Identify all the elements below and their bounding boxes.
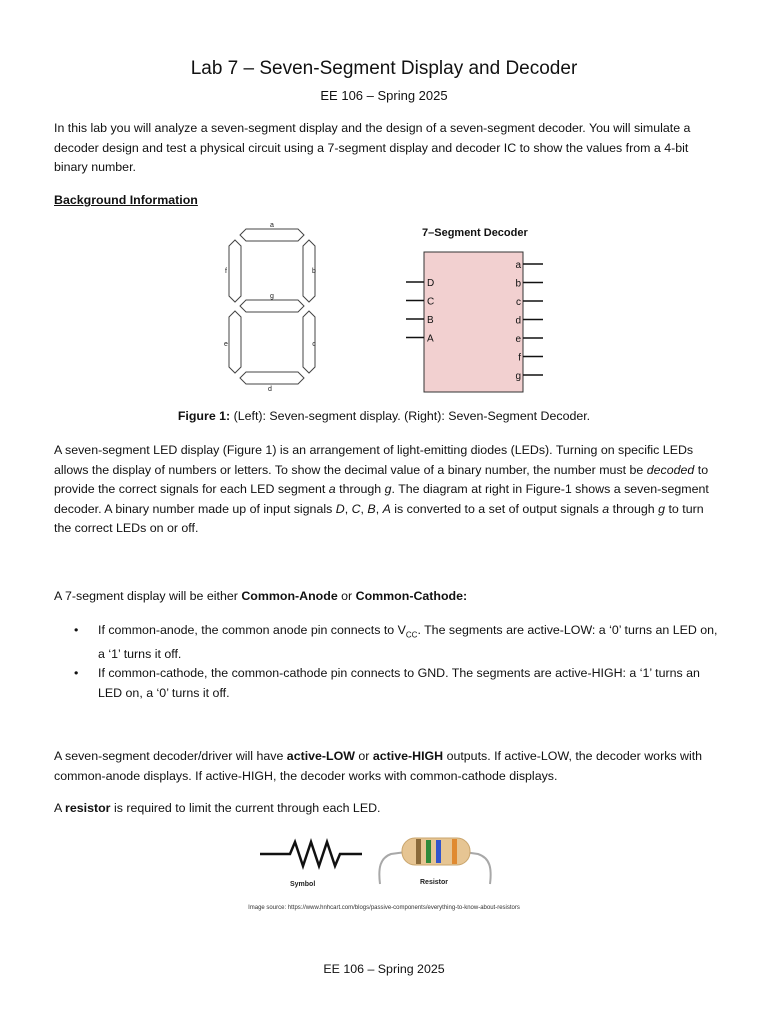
label-d: d	[268, 386, 272, 393]
text-run: through	[335, 482, 385, 496]
page-title: Lab 7 – Seven-Segment Display and Decoder	[190, 58, 578, 79]
text-run: g	[658, 501, 666, 516]
page-subtitle: EE 106 – Spring 2025	[320, 88, 448, 103]
list-item	[74, 664, 718, 703]
led-paragraph	[54, 441, 716, 539]
caption-label: Figure 1:	[177, 409, 231, 423]
seven-segment-decoder-figure	[402, 220, 552, 400]
input-label-c: C	[427, 296, 435, 308]
text-run: A seven-segment LED display (Figure 1) is an arrangement of light-emitting diodes (LEDs). Turning on specific LEDs allows the display of numbers or letters. To show the decimal value of a binary number, the number must be	[54, 443, 694, 477]
text-run: to provide the correct signals for each LED segment	[54, 462, 709, 496]
bullet-icon: •	[74, 666, 79, 681]
output-label-g: g	[515, 371, 521, 382]
decoder-driver-paragraph	[54, 747, 716, 786]
text-run: through	[609, 501, 659, 516]
text-run: ,	[375, 501, 383, 516]
symbol-label: Symbol	[290, 881, 316, 888]
text-run: Common-Cathode:	[355, 589, 468, 603]
text-run: A 7-segment display will be either	[54, 589, 242, 603]
text-run: or	[354, 749, 373, 763]
text-run: active-LOW	[286, 749, 355, 763]
output-label-e: e	[515, 334, 521, 345]
text-run: . The segments are active-LOW: a ‘0’ turns an LED on, a ‘1’ turns it off.	[98, 623, 718, 661]
output-label-a: a	[515, 260, 521, 271]
segment-g	[240, 300, 304, 312]
output-label-f: f	[518, 352, 521, 364]
figure-caption	[0, 409, 768, 423]
text-run: ,	[344, 501, 352, 516]
decoder-title: 7–Segment Decoder	[422, 227, 528, 239]
label-a: a	[270, 222, 274, 229]
text-run: Common-Anode	[241, 589, 338, 603]
input-label-a: A	[427, 333, 434, 345]
text-run: to turn the correct LEDs on or off.	[54, 501, 704, 535]
resistor-symbol	[260, 842, 362, 866]
segment-f	[229, 240, 241, 302]
output-label-d: d	[515, 315, 521, 327]
text-run: ,	[360, 501, 368, 516]
text-run: If common-anode, the common anode pin connects to V	[98, 623, 406, 637]
page-footer: EE 106 – Spring 2025	[323, 962, 445, 976]
seven-segment-display-figure	[222, 220, 322, 395]
segment-a	[240, 229, 304, 241]
background-heading: Background Information	[54, 193, 198, 207]
text-run: g	[384, 482, 392, 496]
input-label-d: D	[427, 278, 435, 289]
segment-e	[229, 311, 241, 373]
label-g: g	[270, 293, 274, 300]
resistor-photo	[379, 838, 490, 884]
resistor-figure	[256, 828, 518, 896]
text-run: decoded	[646, 462, 695, 477]
text-run: a	[328, 482, 336, 496]
segment-d	[240, 372, 304, 384]
decoder-box	[424, 252, 523, 392]
text-run: D	[335, 501, 345, 516]
text-run: If common-cathode, the common-cathode pin connects to GND. The segments are active-HIGH: a ‘1’ turns an LED on, a ‘0’ turns it off.	[98, 666, 700, 700]
label-e: e	[224, 341, 228, 348]
text-run: A	[54, 801, 66, 815]
list-item	[74, 621, 718, 664]
input-label-b: B	[427, 315, 434, 326]
text-run: A seven-segment decoder/driver will have	[54, 749, 287, 763]
text-run: a	[602, 501, 610, 516]
text-run: B	[367, 501, 376, 516]
bullet-icon: •	[74, 623, 79, 637]
text-run: . The diagram at right in Figure-1 shows a seven-segment decoder. A binary number made up of input signals	[54, 482, 709, 516]
label-f: f	[225, 268, 227, 275]
text-run: is converted to a set of output signals	[390, 501, 603, 516]
display-type-paragraph	[54, 587, 716, 607]
resistor-label: Resistor	[420, 879, 449, 886]
text-run: CC	[405, 630, 418, 640]
display-type-list	[74, 621, 718, 703]
text-run: outputs. If active-LOW, the decoder works with common-anode displays. If active-HIGH, the decoder works with common-cathode displays.	[54, 749, 703, 783]
caption-text: (Left): Seven-segment display. (Right): Seven-Segment Decoder.	[230, 409, 591, 423]
resistor-paragraph	[54, 799, 716, 819]
output-label-b: b	[515, 278, 521, 290]
label-c: c	[312, 341, 316, 348]
text-run: C	[351, 501, 361, 516]
intro-paragraph: In this lab you will analyze a seven-segment display and the design of a seven-segment decoder. You will simulate a decoder design and test a physical circuit using a 7-segment display and decoder IC to show the values from a 4-bit binary number.	[54, 121, 691, 174]
text-run: is required to limit the current through each LED.	[110, 801, 381, 815]
text-run: resistor	[65, 801, 111, 815]
text-run: A	[382, 501, 391, 516]
text-run: or	[337, 589, 356, 603]
text-run: active-HIGH	[372, 749, 444, 763]
label-b: b	[312, 268, 316, 275]
image-source-note: Image source: https://www.hnhcart.com/blogs/passive-components/everything-to-know-about-resistors	[248, 905, 520, 911]
output-label-c: c	[516, 297, 521, 308]
